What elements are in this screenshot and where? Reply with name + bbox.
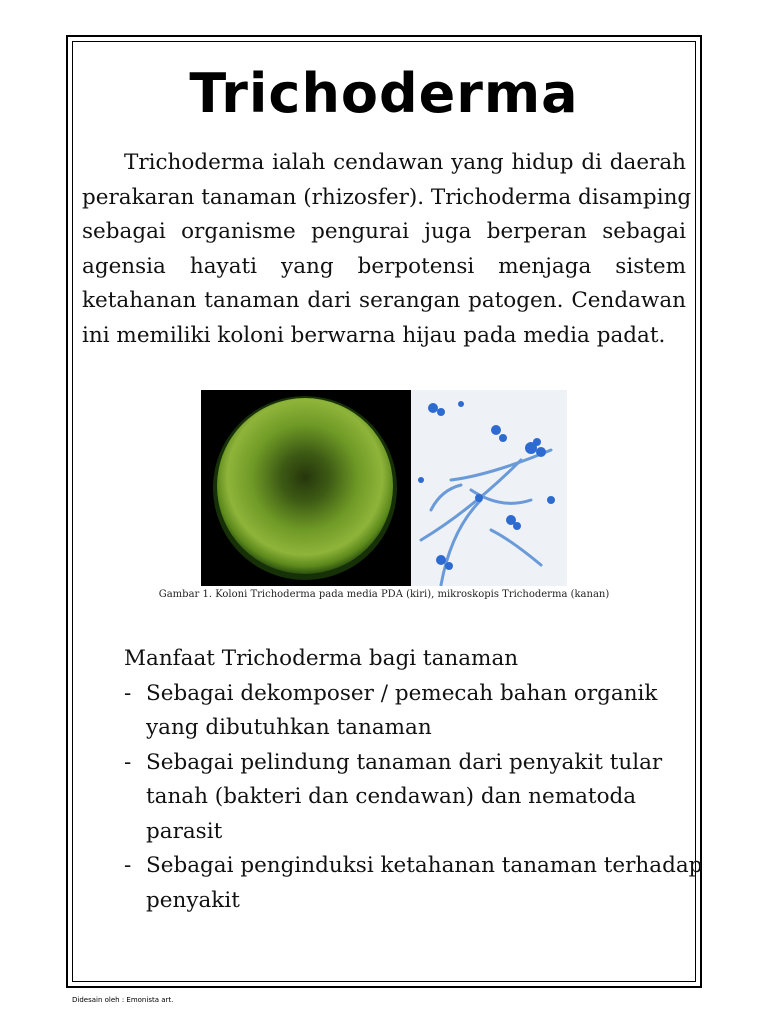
list-dash: - [124, 749, 132, 775]
colony-photo [201, 390, 411, 586]
figure-caption: Gambar 1. Koloni Trichoderma pada media PDA (kiri), mikroskopis Trichoderma (kanan) [158, 589, 610, 600]
designer-credit: Didesain oleh : Emonista art. [72, 996, 174, 1004]
paragraph-line: Trichoderma ialah cendawan yang hidup di daerah [124, 150, 686, 175]
list-dash: - [124, 680, 132, 706]
paragraph-line: perakaran tanaman (rhizosfer). Trichoderma disamping [82, 184, 692, 210]
microscopy-image [411, 390, 567, 586]
list-item-line: Sebagai dekomposer / pemecah bahan organik [146, 680, 658, 706]
list-item [124, 746, 704, 850]
microscope-photo [411, 390, 567, 586]
list-item [124, 849, 704, 918]
page-title: Trichoderma [189, 62, 579, 125]
intro-paragraph [82, 146, 692, 353]
paragraph-line: agensia hayati yang berpotensi menjaga sistem [82, 253, 686, 279]
list-item-line: penyakit [146, 887, 240, 913]
benefits-heading: Manfaat Trichoderma bagi tanaman [124, 646, 519, 671]
paragraph-line: ketahanan tanaman dari serangan patogen. Cendawan [82, 288, 686, 313]
petri-dish-image [201, 390, 411, 586]
list-item-line: parasit [146, 818, 223, 844]
list-dash: - [124, 853, 132, 878]
figure [201, 390, 567, 586]
paragraph-line: ini memiliki koloni berwarna hijau pada media padat. [82, 322, 666, 348]
list-item-line: Sebagai penginduksi ketahanan tanaman terhadap [146, 853, 703, 878]
list-item-line: tanah (bakteri dan cendawan) dan nematoda [146, 784, 637, 809]
list-item-line: yang dibutuhkan tanaman [146, 715, 432, 740]
benefits-section [124, 642, 704, 918]
paragraph-line: sebagai organisme pengurai juga berperan sebagai [82, 219, 686, 244]
list-item-line: Sebagai pelindung tanaman dari penyakit tular [146, 749, 663, 775]
list-item [124, 677, 704, 746]
